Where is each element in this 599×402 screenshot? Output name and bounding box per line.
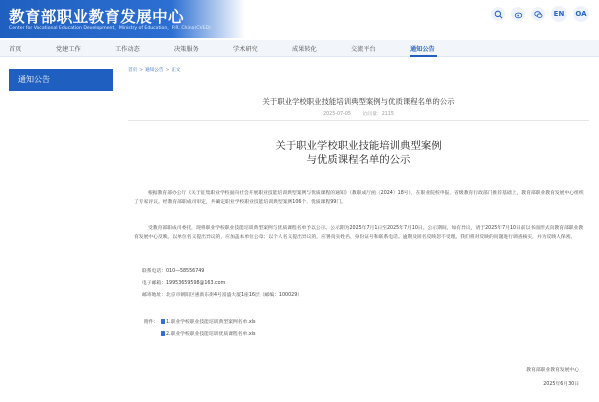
attachment-link-1[interactable] — [161, 318, 256, 325]
attachment-link-2[interactable] — [161, 330, 256, 337]
publish-date: 2025-07-05 — [323, 112, 351, 117]
sidebar-title[interactable]: 通知公告 — [9, 69, 113, 91]
header-tools — [491, 6, 589, 22]
nav-item-decision[interactable]: 决策服务 — [174, 46, 199, 53]
contact-phone: 联系电话：010—58556749 — [142, 269, 205, 274]
breadcrumb-notices[interactable]: 通知公告 — [145, 68, 164, 73]
nav-item-home[interactable]: 首页 — [9, 46, 22, 53]
file-icon — [161, 319, 165, 324]
nav-item-results[interactable]: 成果转化 — [292, 46, 317, 53]
article-title-line1: 关于职业学校职业技能培训典型案例 — [275, 140, 442, 152]
signature-org: 教育部职业教育发展中心 — [526, 368, 579, 373]
article-paragraph-1: 根据教育部办公厅《关于征集职业学校面向社会开展职业技能培训典型案例与优质课程的通知》（教职成厅函〔2024〕18号），在职业院校申报、省级教育行政部门推荐基础上，教育部职业教育发展中心组织了专家评议。经教育部职成司审定，共确定职业学校职业技能培训典型案例106个、优质课程99门。 — [134, 191, 584, 206]
nav-item-notices[interactable]: 通知公告 — [410, 46, 435, 53]
contact-address: 邮寄地址：北京市朝阳区惠新东街4号富盛大厦1座16层（邮编：100029） — [142, 293, 303, 298]
view-count: 访问量：2115 — [362, 112, 394, 117]
attachment-name[interactable]: 2.职业学校职业技能培训优质课程名单.xls — [166, 332, 256, 337]
nav-item-news[interactable]: 工作动态 — [115, 46, 140, 53]
nav-active-indicator — [410, 55, 437, 57]
search-icon[interactable] — [491, 7, 505, 21]
breadcrumb-separator: > — [165, 68, 170, 73]
site-logo-title[interactable]: 教育部职业教育发展中心 — [9, 8, 184, 26]
nav-item-research[interactable]: 学术研究 — [233, 46, 258, 53]
breadcrumb — [128, 67, 181, 73]
nav-item-party[interactable]: 党建工作 — [56, 46, 81, 53]
attachment-name[interactable]: 1.职业学校职业技能培训典型案例名单.xls — [166, 320, 256, 325]
weibo-icon[interactable] — [511, 7, 525, 21]
page-title: 关于职业学校职业技能培训典型案例与优质课程名单的公示 — [262, 97, 455, 106]
article-paragraph-2: 受教育部职成司委托，现将职业学校职业技能培训典型案例与优质课程名单予以公示。公示期为2025年7月1日至2025年7月10日。公示期间，如有异议，请于2025年7月10日前以书面形式向教育部职业教育发展中心反映。以单位名义提出异议的，应加盖本单位公章；以个人名义提出异议的，应署真实姓名、身份证号和联系电话。逾期及匿名反映恕不受理。我们将对反映的问题进行调查核实，并为反映人保密。 — [134, 226, 584, 241]
file-icon — [161, 331, 165, 336]
signature-date: 2025年6月30日 — [543, 382, 579, 387]
article-panel — [124, 62, 593, 398]
site-logo-subtitle: Center for Vocational Education Development，Ministry of Education，P.R. China(CVED) — [9, 26, 211, 31]
oa-link[interactable]: OA — [573, 6, 589, 22]
divider — [128, 120, 589, 121]
article-meta — [124, 110, 593, 117]
nav-item-exchange[interactable]: 交流平台 — [351, 46, 376, 53]
breadcrumb-current: 正文 — [171, 68, 181, 73]
article-title-line2: 与优质课程名单的公示 — [306, 154, 411, 166]
header-banner — [0, 0, 245, 38]
attachments-label: 附件： — [144, 320, 159, 325]
wechat-icon[interactable] — [531, 7, 545, 21]
site-header — [0, 0, 599, 38]
contact-email[interactable]: 电子邮箱：19953659598@163.com — [142, 281, 226, 286]
breadcrumb-home[interactable]: 首页 — [128, 68, 138, 73]
main-nav — [0, 40, 599, 57]
breadcrumb-separator: > — [139, 68, 144, 73]
english-link[interactable]: EN — [551, 6, 567, 22]
article-title — [124, 139, 593, 167]
